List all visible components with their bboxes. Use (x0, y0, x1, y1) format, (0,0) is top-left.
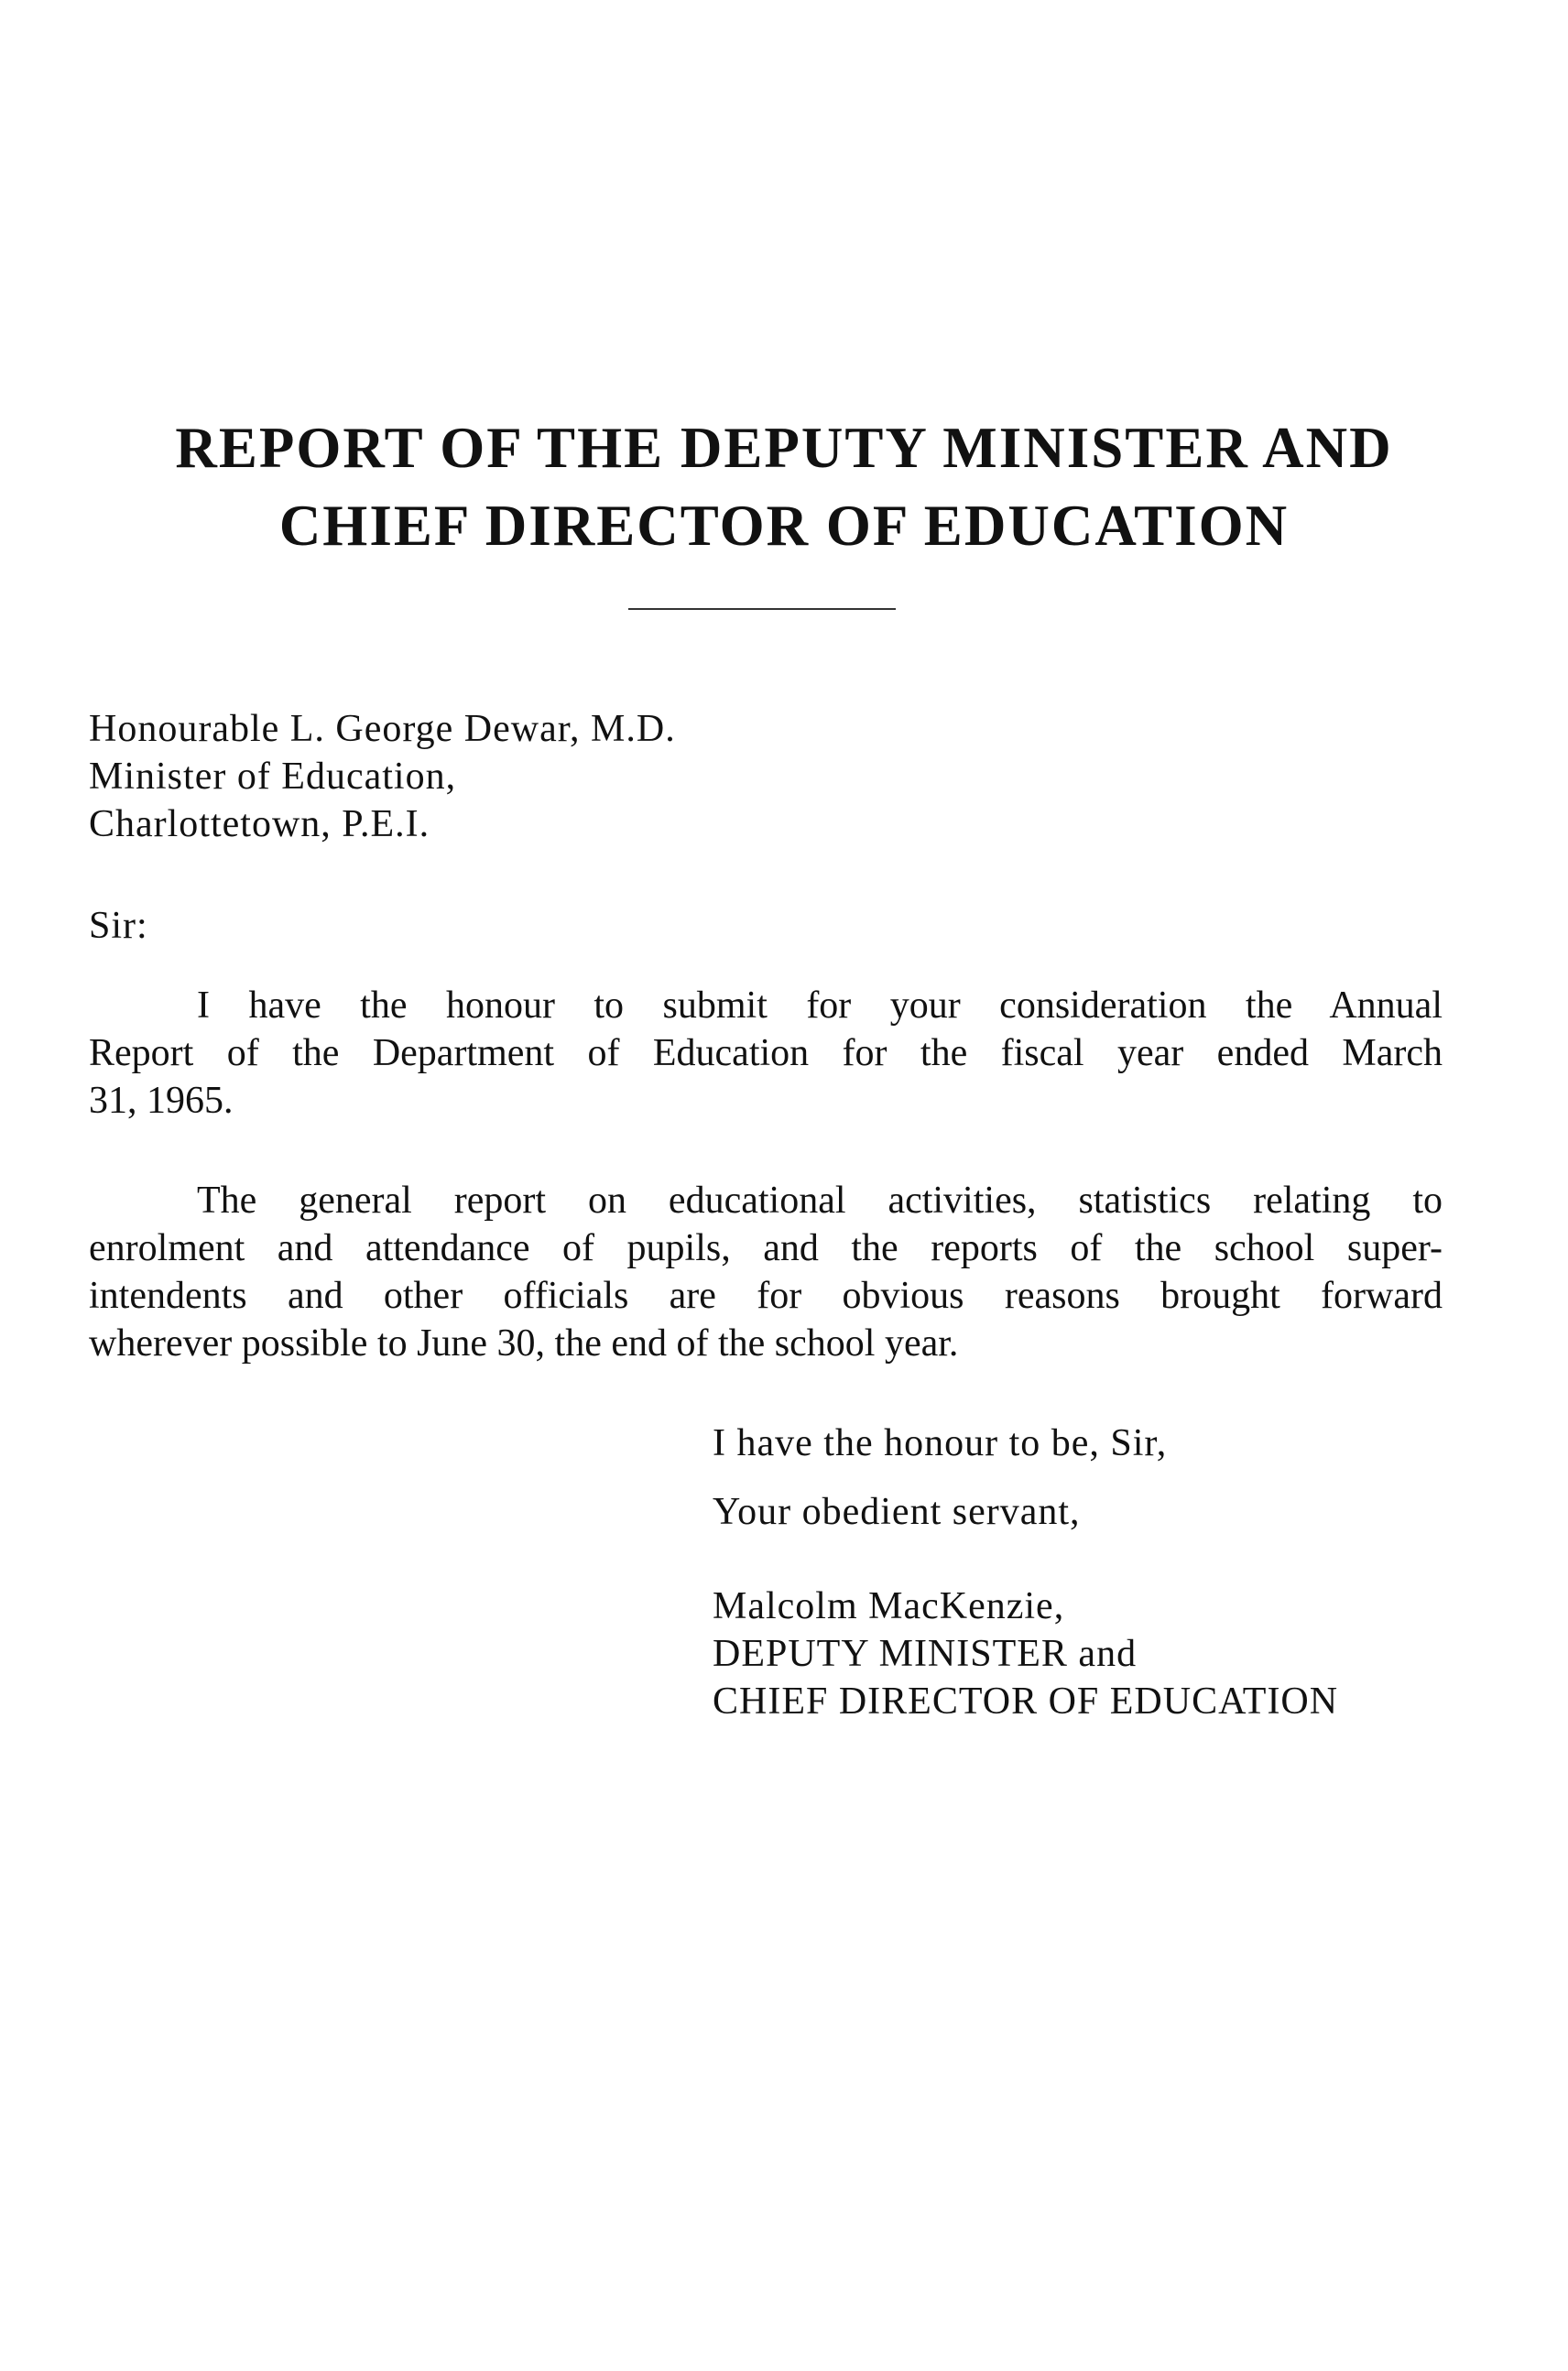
closing-line: I have the honour to be, Sir, (713, 1422, 1168, 1464)
title-divider (628, 608, 896, 610)
body-paragraph-2 (89, 1177, 1443, 1367)
signatory-title-line-1: DEPUTY MINISTER and (713, 1633, 1138, 1675)
paragraph-line: enrolment and attendance of pupils, and the reports of the school super- (89, 1227, 1443, 1269)
paragraph-line: Report of the Department of Education for the fiscal year ended March (89, 1032, 1443, 1074)
paragraph-line: The general report on educational activities, statistics relating to (197, 1180, 1443, 1222)
paragraph-line: 31, 1965. (89, 1080, 234, 1122)
paragraph-line: wherever possible to June 30, the end of the school year. (89, 1322, 959, 1365)
addressee-location: Charlottetown, P.E.I. (89, 803, 430, 845)
addressee-position: Minister of Education, (89, 756, 457, 798)
salutation: Sir: (89, 905, 148, 947)
signatory-name: Malcolm MacKenzie, (713, 1585, 1065, 1627)
body-paragraph-1 (89, 982, 1443, 1125)
paragraph-line: I have the honour to submit for your consideration the Annual (197, 984, 1443, 1027)
report-title-line-2: CHIEF DIRECTOR OF EDUCATION (278, 494, 1290, 558)
closing-valediction: Your obedient servant, (713, 1491, 1081, 1533)
paragraph-line: intendents and other officials are for obvious reasons brought forward (89, 1275, 1443, 1317)
addressee-name: Honourable L. George Dewar, M.D. (89, 708, 676, 750)
report-title-line-1: REPORT OF THE DEPUTY MINISTER AND (175, 416, 1393, 480)
signatory-title-line-2: CHIEF DIRECTOR OF EDUCATION (713, 1680, 1339, 1723)
